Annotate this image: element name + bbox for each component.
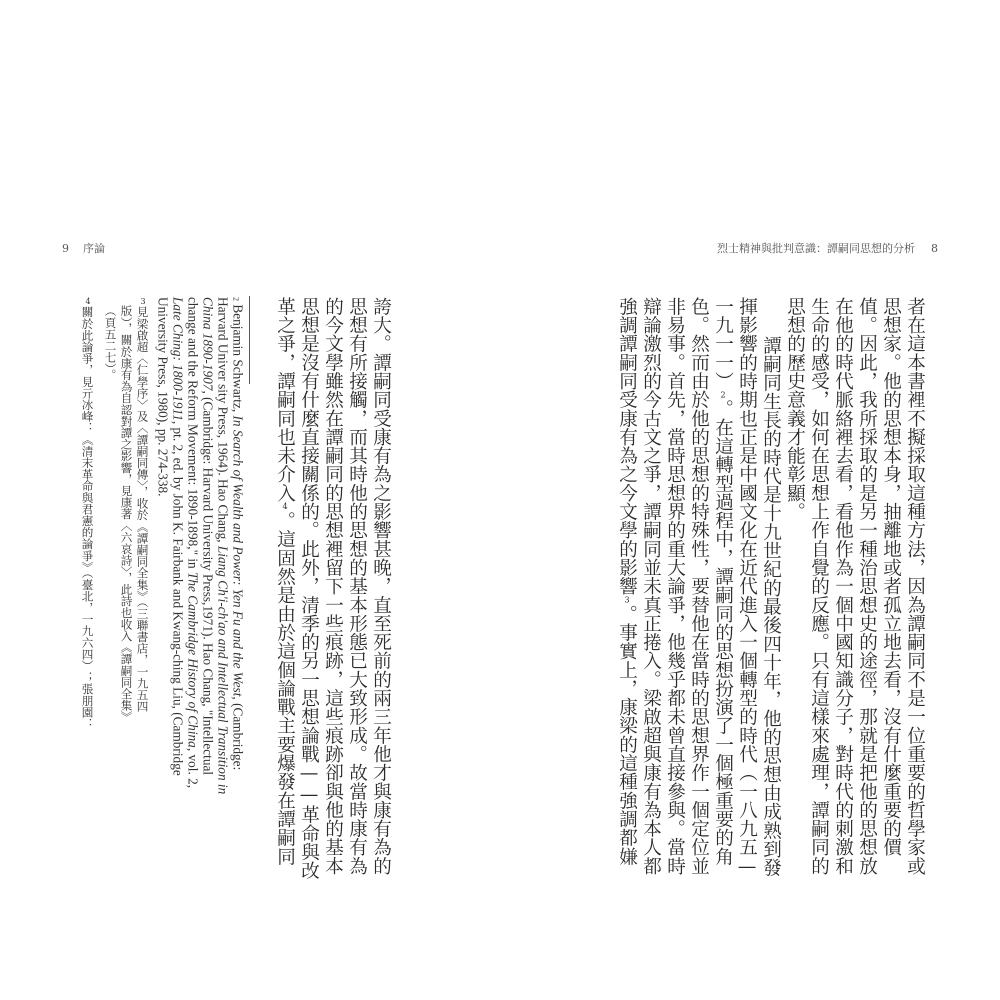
right-body-column-3: 值。因此，我所採取的是另一種治思想史的途徑，那就是把他的思想放 — [856, 297, 878, 876]
right-body-column-4: 在他的時代脈絡裡去看，看他作為一個中國知識分子，對時代的刺激和 — [832, 297, 854, 876]
right-running-title: 烈士精神與批判意識：譚嗣同思想的分析 — [717, 242, 915, 255]
footnote-2-line-4 — [186, 297, 199, 788]
fn3-text: 見梁啟超〈仁學序〉及〈譚嗣同傳〉，收於《譚嗣同全集》（三聯書店，一九五四 — [135, 306, 150, 712]
footnote-rule — [249, 296, 250, 384]
fn2-title: In Search of Wealth and Power: Yen Fu and the West, — [230, 415, 246, 700]
right-page-number: 8 — [931, 242, 938, 255]
column-5-text-b: 。這固然是由於這個論戰主要爆發在譚嗣同 — [274, 511, 296, 866]
right-body-column-10: 色。然而由於他的思想的特殊性，要替他在當時的思想界作一個定位並 — [688, 297, 710, 876]
footnote-4-line-1 — [81, 297, 93, 729]
fn2-text: (Cambridge: — [230, 699, 246, 771]
column-9-text-a: 一九一一） — [712, 297, 734, 391]
left-body-column-3: 的今文學雖然在譚嗣同的思想裡留下一些痕跡，這些痕跡卻與他的基本 — [322, 297, 344, 876]
footnote-marker-3: 3 — [622, 595, 632, 605]
fn2-text: University Press, 1980), pp. 274-338. — [155, 297, 171, 497]
right-body-column-11: 非易事。首先，當時思想界的重大論爭，他幾乎都未曾直接參與。當時 — [664, 297, 686, 876]
right-body-column-7: 譚嗣同生長的時代是十九世紀的最後四十年，他的思想由成熟到發 — [760, 336, 782, 877]
left-page-number: 9 — [62, 242, 69, 255]
footnote-3-line-3: （頁五二七）。 — [103, 305, 118, 381]
fn2-text: pt. 2, ed. by John K. Fairbank and Kwang-ching Liu, (Cambridge — [170, 424, 186, 776]
fn2-text: Benjamin Schwartz, — [230, 304, 246, 416]
fn2-text: (Cambridge: Harvard University Press,1971). Hao Chang, "Intellectual — [200, 393, 216, 776]
column-9-text-b: 。在這轉型過程中，譚嗣同的思想扮演了一個極重要的角 — [712, 399, 734, 866]
fn2-text: change and the Reform Movement: 1890-1898," in — [185, 297, 201, 572]
footnote-3-line-2: 版），關於康有為自認對譚之影響，見康著〈六哀詩〉，此詩也收入《譚嗣同全集》 — [119, 305, 134, 723]
footnote-2-line-5 — [171, 297, 184, 776]
fn2-title: Liang Ch'i-ch'ao and Intellectual Transition in — [215, 545, 231, 795]
footnote-marker-4: 4 — [280, 502, 290, 512]
left-body-column-1: 誇大。譚嗣同受康有為之影響甚晚，直至死前的兩三年他才與康有為的 — [370, 297, 392, 876]
right-body-column-5: 生命的感受，如何在思想上作自覺的反應。只有這樣來處理，譚嗣同的 — [808, 297, 830, 876]
column-5-text-a: 革之爭，譚嗣同也未介入 — [274, 297, 296, 503]
right-body-column-9 — [713, 297, 732, 866]
right-running-head — [717, 240, 938, 256]
footnote-2-line-2 — [216, 297, 229, 794]
footnote-2-line-1 — [231, 297, 244, 770]
footnote-3-line-1 — [136, 297, 148, 712]
left-body-column-2: 思想有所接觸，而其時他的思想的基本形態已大致形成。故當時康有為 — [346, 297, 368, 876]
right-body-column-13 — [617, 297, 636, 866]
footnote-2-number: 2 — [231, 297, 241, 301]
footnote-4-number: 4 — [83, 297, 93, 306]
footnote-marker-2: 2 — [718, 390, 728, 400]
footnote-2-line-3 — [201, 297, 214, 775]
right-body-column-8: 揮影響的時期也正是中國文化在近代進入一個轉型的時代（一八九五— — [736, 297, 758, 878]
footnote-3-number: 3 — [138, 297, 148, 306]
left-body-column-5 — [275, 297, 294, 866]
right-body-column-2: 思想家。他的思想本身，抽離地或者孤立地去看，沒有什麼重要的價 — [880, 297, 902, 857]
fn4-text: 關於此論爭，見亓冰峰：《清末革命與君憲的論爭》（臺北，一九六四）；張朋園： — [80, 306, 95, 730]
left-body-column-4: 思想是沒有什麼直接關係的。此外，清季的另一思想論戰——革命與改 — [298, 297, 320, 880]
fn2-title: China 1890-1907, — [200, 297, 216, 394]
column-13-text-a: 強調譚嗣同受康有為之今文學的影響 — [616, 297, 638, 596]
left-running-title: 序論 — [83, 242, 105, 255]
fn2-title: The Cambridge History of China, — [185, 572, 201, 752]
right-body-column-12: 辯論激烈的今古文之爭，譚嗣同並未真正捲入。梁啟超與康有為本人都 — [640, 297, 662, 876]
fn2-title: Late Ching: 1800-1911, — [170, 297, 186, 425]
footnote-2-line-6 — [156, 297, 169, 496]
right-body-column-6: 思想的歷史意義才能彰顯。 — [784, 297, 806, 521]
fn2-text: Harvard Univer sity Press, 1964). Hao Chang, — [215, 297, 231, 546]
fn2-text: vol. 2, — [185, 751, 201, 789]
column-13-text-b: 。事實上，康梁的這種強調都嫌 — [616, 604, 638, 866]
right-body-column-1: 者在這本書裡不擬採取這種方法，因為譚嗣同不是一位重要的哲學家或 — [904, 297, 926, 876]
left-running-head — [62, 240, 105, 256]
